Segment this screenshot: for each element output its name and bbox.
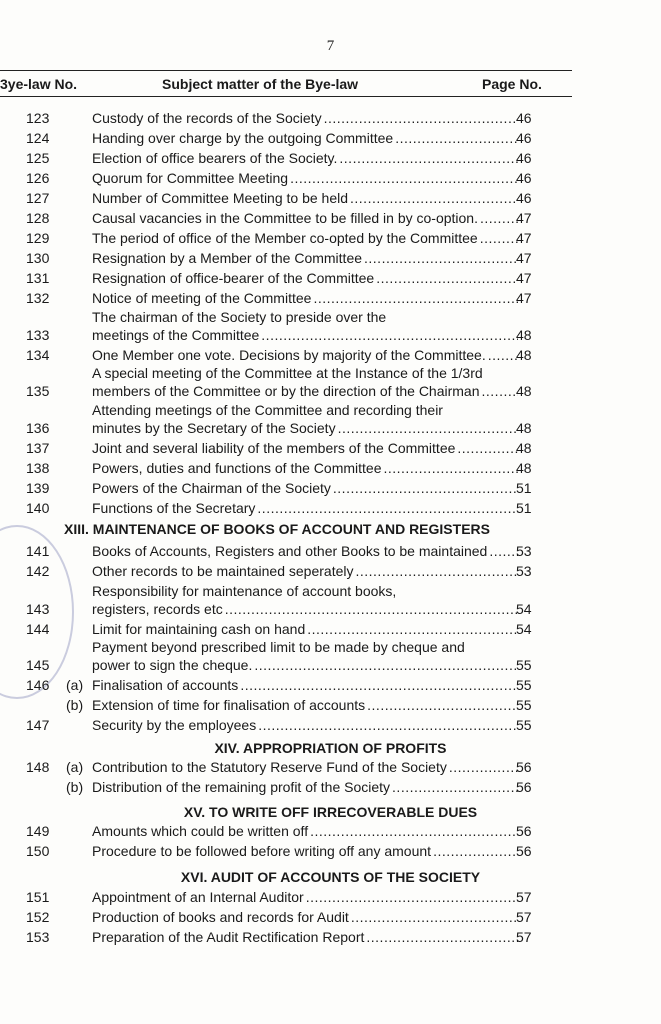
page-ref: 56 [516, 759, 532, 775]
byelaw-number: 147 [26, 717, 50, 733]
leader-dots [313, 290, 518, 306]
page-ref: 56 [516, 823, 532, 839]
toc-entry [92, 889, 518, 905]
leader-dots [240, 677, 518, 693]
toc-entry-text: Limit for maintaining cash on hand [92, 621, 306, 637]
leader-dots [392, 779, 518, 795]
page-ref: 47 [516, 250, 532, 266]
header-top-rule [0, 70, 572, 71]
sub-clause-label: (b) [66, 779, 84, 795]
toc-entry [92, 210, 518, 226]
toc-entry-first-line: Responsibility for maintenance of account books, [92, 583, 397, 599]
byelaw-number: 143 [26, 601, 50, 617]
toc-entry [92, 170, 518, 186]
leader-dots [433, 843, 518, 859]
toc-entry [92, 909, 518, 925]
byelaw-number: 153 [26, 929, 50, 945]
page-ref: 53 [516, 563, 532, 579]
page-ref: 48 [516, 327, 532, 343]
leader-dots [258, 717, 518, 733]
toc-entry-text: One Member one vote. Decisions by majority of the Committee. [92, 347, 486, 363]
header-bottom-rule [0, 96, 572, 97]
toc-entry [92, 110, 518, 126]
page-ref: 56 [516, 843, 532, 859]
page-ref: 55 [516, 677, 532, 693]
toc-entry [92, 130, 518, 146]
toc-entry-text: Number of Committee Meeting to be held [92, 190, 349, 206]
byelaw-number: 135 [26, 383, 50, 399]
byelaw-number: 145 [26, 657, 50, 673]
toc-entry [92, 270, 518, 286]
toc-entry-text: Books of Accounts, Registers and other Books to be maintained [92, 543, 488, 559]
toc-entry [92, 480, 518, 496]
toc-entry-text: Resignation of office-bearer of the Committee [92, 270, 375, 286]
leader-dots [367, 697, 518, 713]
leader-dots [339, 150, 518, 166]
byelaw-number: 137 [26, 440, 50, 456]
leader-dots [290, 170, 518, 186]
toc-entry-text: Appointment of an Internal Auditor [92, 889, 304, 905]
byelaw-number: 127 [26, 190, 50, 206]
page-ref: 46 [516, 190, 532, 206]
byelaw-number: 136 [26, 420, 50, 436]
byelaw-number: 152 [26, 909, 50, 925]
toc-entry [92, 190, 518, 206]
leader-dots [254, 657, 518, 673]
toc-entry-text: Quorum for Committee Meeting [92, 170, 289, 186]
toc-entry [92, 250, 518, 266]
toc-entry [92, 150, 518, 166]
leader-dots [449, 759, 518, 775]
page-ref: 48 [516, 383, 532, 399]
section-heading-xv: XV. TO WRITE OFF IRRECOVERABLE DUES [183, 804, 478, 820]
page-ref: 54 [516, 621, 532, 637]
leader-dots [257, 500, 518, 516]
sub-clause-label: (a) [66, 677, 84, 693]
toc-entry-text: Extension of time for finalisation of accounts [92, 697, 366, 713]
leader-dots [364, 250, 518, 266]
page-ref: 46 [516, 110, 532, 126]
byelaw-number: 141 [26, 543, 50, 559]
toc-entry [92, 759, 518, 775]
toc-entry-first-line: A special meeting of the Committee at the Instance of the 1/3rd [92, 365, 483, 381]
leader-dots [338, 420, 518, 436]
leader-dots [488, 347, 518, 363]
toc-entry-text: Powers, duties and functions of the Committee [92, 460, 382, 476]
leader-dots [489, 543, 518, 559]
toc-entry-text: Amounts which could be written off [92, 823, 309, 839]
toc-entry-text: Causal vacancies in the Committee to be filled in by co-option. [92, 210, 478, 226]
toc-entry [92, 677, 518, 693]
toc-entry [92, 290, 518, 306]
toc-entry-first-line: The chairman of the Society to preside over the [92, 309, 387, 325]
byelaw-number: 144 [26, 621, 50, 637]
toc-entry [92, 657, 518, 673]
toc-entry-text: Preparation of the Audit Rectification Report [92, 929, 365, 945]
page-ref: 51 [516, 480, 532, 496]
page-ref: 47 [516, 290, 532, 306]
toc-entry [92, 500, 518, 516]
toc-entry-text: Distribution of the remaining profit of the Society [92, 779, 391, 795]
toc-entry-text: The period of office of the Member co-opted by the Committee [92, 230, 478, 246]
leader-dots [395, 130, 518, 146]
toc-entry-text: Custody of the records of the Society [92, 110, 322, 126]
toc-entry [92, 843, 518, 859]
leader-dots [225, 601, 518, 617]
page-number: 7 [326, 38, 335, 54]
sub-clause-label: (a) [66, 759, 84, 775]
leader-dots [310, 823, 518, 839]
toc-entry-text: Procedure to be followed before writing off any amount [92, 843, 432, 859]
toc-entry [92, 823, 518, 839]
byelaw-number: 126 [26, 170, 50, 186]
toc-entry-text: Resignation by a Member of the Committee [92, 250, 363, 266]
toc-entry [92, 929, 518, 945]
toc-entry [92, 697, 518, 713]
header-byelaw-no: 3ye-law No. [0, 76, 78, 92]
toc-entry [92, 717, 518, 733]
section-heading-xiii: XIII. MAINTENANCE OF BOOKS OF ACCOUNT AND REGISTERS [64, 521, 490, 537]
leader-dots [376, 270, 518, 286]
toc-entry-text: Joint and several liability of the members of the Committee [92, 440, 456, 456]
toc-entry-text: registers, records etc [92, 601, 223, 617]
byelaw-number: 150 [26, 843, 50, 859]
toc-entry [92, 230, 518, 246]
toc-entry-first-line: Attending meetings of the Committee and recording their [92, 402, 443, 418]
toc-entry-text: Powers of the Chairman of the Society [92, 480, 331, 496]
toc-entry-first-line: Payment beyond prescribed limit to be made by cheque and [92, 639, 465, 655]
byelaw-number: 140 [26, 500, 50, 516]
page-ref: 57 [516, 889, 532, 905]
toc-entry [92, 383, 518, 399]
page-ref: 55 [516, 717, 532, 733]
byelaw-number: 148 [26, 759, 50, 775]
leader-dots [350, 190, 518, 206]
page-ref: 48 [516, 440, 532, 456]
toc-entry [92, 621, 518, 637]
byelaw-number: 129 [26, 230, 50, 246]
toc-entry-text: Contribution to the Statutory Reserve Fund of the Society [92, 759, 447, 775]
section-heading-xvi: XVI. AUDIT OF ACCOUNTS OF THE SOCIETY [180, 869, 481, 885]
page-ref: 46 [516, 170, 532, 186]
page-ref: 54 [516, 601, 532, 617]
page-ref: 46 [516, 130, 532, 146]
toc-entry [92, 543, 518, 559]
byelaw-number: 124 [26, 130, 50, 146]
toc-entry [92, 460, 518, 476]
toc-entry-text: Functions of the Secretary [92, 500, 256, 516]
page-ref: 46 [516, 150, 532, 166]
header-page-no: Page No. [482, 76, 542, 92]
byelaw-number: 149 [26, 823, 50, 839]
page-ref: 47 [516, 210, 532, 226]
byelaw-number: 151 [26, 889, 50, 905]
toc-entry-text: meetings of the Committee [92, 327, 260, 343]
byelaw-number: 132 [26, 290, 50, 306]
toc-entry [92, 601, 518, 617]
toc-entry-text: Finalisation of accounts [92, 677, 239, 693]
byelaw-number: 146 [26, 677, 50, 693]
section-heading-xiv: XIV. APPROPRIATION OF PROFITS [214, 740, 447, 756]
leader-dots [482, 383, 518, 399]
leader-dots [383, 460, 518, 476]
header-subject: Subject matter of the Bye-law [162, 76, 359, 92]
byelaw-number: 142 [26, 563, 50, 579]
toc-entry [92, 420, 518, 436]
toc-entry-text: Notice of meeting of the Committee [92, 290, 312, 306]
toc-entry-text: minutes by the Secretary of the Society [92, 420, 336, 436]
toc-entry [92, 563, 518, 579]
page-ref: 55 [516, 697, 532, 713]
page-ref: 48 [516, 420, 532, 436]
leader-dots [355, 563, 518, 579]
byelaw-number: 125 [26, 150, 50, 166]
toc-entry-text: Production of books and records for Audit [92, 909, 349, 925]
page-ref: 53 [516, 543, 532, 559]
toc-entry-text: Election of office bearers of the Society. [92, 150, 338, 166]
byelaw-number: 138 [26, 460, 50, 476]
leader-dots [457, 440, 518, 456]
byelaw-number: 139 [26, 480, 50, 496]
toc-entry-text: power to sign the cheque. [92, 657, 253, 673]
page-ref: 57 [516, 929, 532, 945]
leader-dots [480, 230, 518, 246]
toc-entry-text: Handing over charge by the outgoing Committee [92, 130, 394, 146]
leader-dots [480, 210, 518, 226]
byelaw-number: 133 [26, 327, 50, 343]
leader-dots [261, 327, 518, 343]
toc-entry [92, 779, 518, 795]
leader-dots [333, 480, 518, 496]
leader-dots [366, 929, 518, 945]
byelaw-number: 128 [26, 210, 50, 226]
toc-entry-text: Security by the employees [92, 717, 257, 733]
page-ref: 48 [516, 460, 532, 476]
sub-clause-label: (b) [66, 697, 84, 713]
toc-entry-text: members of the Committee or by the direction of the Chairman [92, 383, 480, 399]
page-ref: 51 [516, 500, 532, 516]
leader-dots [351, 909, 518, 925]
page-ref: 47 [516, 270, 532, 286]
toc-entry [92, 347, 518, 363]
page-ref: 48 [516, 347, 532, 363]
toc-entry-text: Other records to be maintained seperately [92, 563, 354, 579]
toc-entry [92, 440, 518, 456]
byelaw-number: 130 [26, 250, 50, 266]
leader-dots [324, 110, 518, 126]
toc-entry [92, 327, 518, 343]
page-ref: 56 [516, 779, 532, 795]
leader-dots [307, 621, 518, 637]
page-ref: 47 [516, 230, 532, 246]
page-ref: 55 [516, 657, 532, 673]
leader-dots [306, 889, 518, 905]
byelaw-number: 123 [26, 110, 50, 126]
byelaw-number: 131 [26, 270, 50, 286]
page-ref: 57 [516, 909, 532, 925]
byelaw-number: 134 [26, 347, 50, 363]
